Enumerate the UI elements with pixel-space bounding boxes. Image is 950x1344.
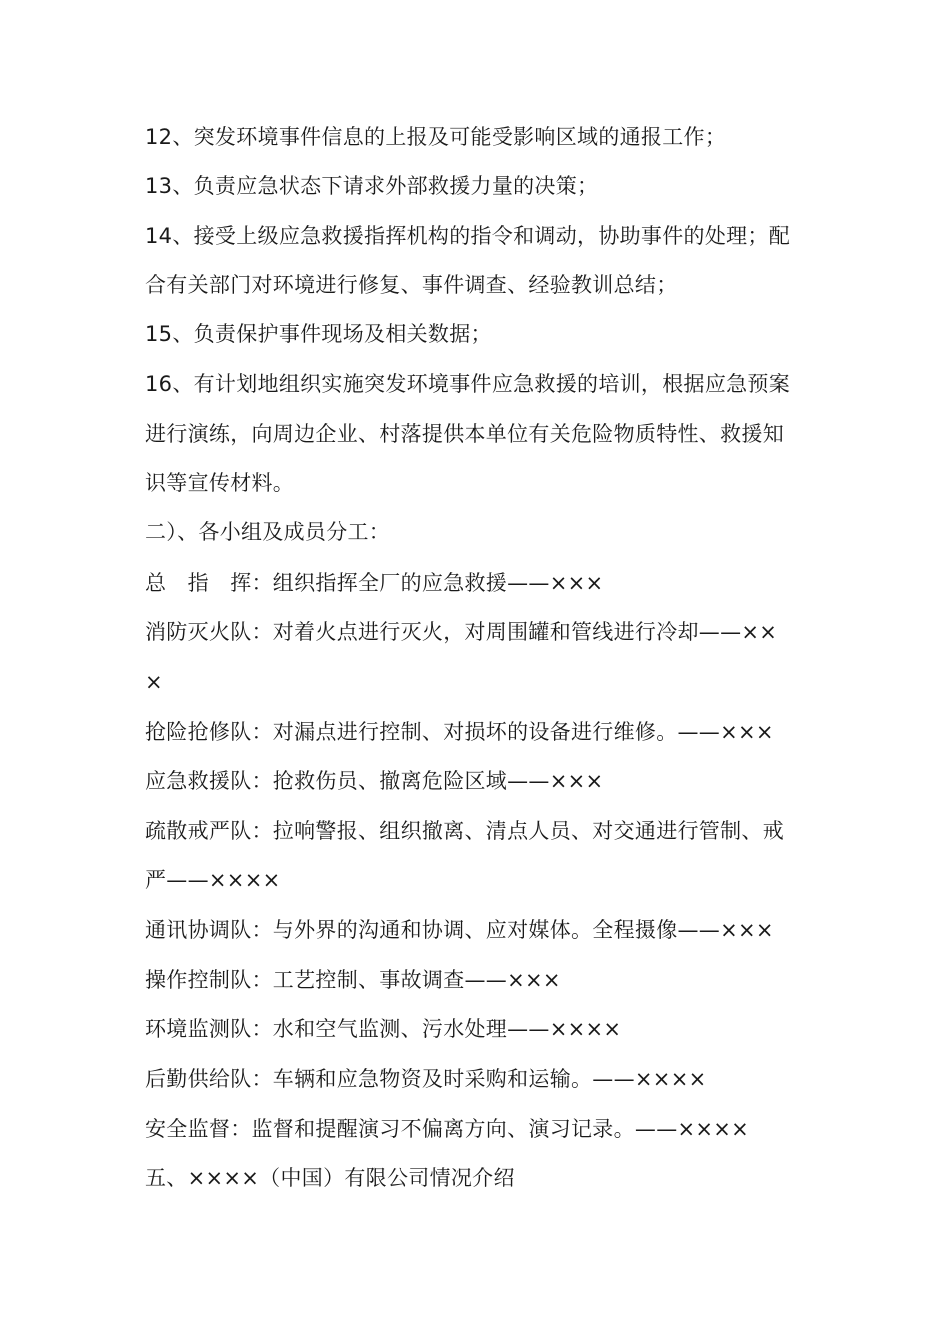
paragraph-line: 15、负责保护事件现场及相关数据； [145,322,492,346]
team-assignment-line: 环境监测队：水和空气监测、污水处理——×××× [145,1017,622,1041]
team-assignment-line: 通讯协调队：与外界的沟通和协调、应对媒体。全程摄像——××× [145,918,774,942]
team-assignment-line: 应急救援队：抢救伤员、撤离危险区域——××× [145,769,604,793]
paragraph-line: 13、负责应急状态下请求外部救援力量的决策； [145,174,599,198]
team-assignment-line: 抢险抢修队：对漏点进行控制、对损坏的设备进行维修。——××× [145,720,774,744]
paragraph-line: 12、突发环境事件信息的上报及可能受影响区域的通报工作； [145,125,727,149]
paragraph-line: 14、接受上级应急救援指挥机构的指令和调动，协助事件的处理；配 [145,224,791,248]
team-assignment-line: 操作控制队：工艺控制、事故调查——××× [145,968,561,992]
section-heading: 五、××××（中国）有限公司情况介绍 [145,1166,515,1190]
section-heading: 二）、各小组及成员分工： [145,520,391,544]
team-assignment-line: 总 指 挥：组织指挥全厂的应急救援——××× [145,571,604,595]
team-assignment-line: 后勤供给队：车辆和应急物资及时采购和运输。——×××× [145,1067,707,1091]
paragraph-line: 进行演练，向周边企业、村落提供本单位有关危险物质特性、救援知 [145,422,784,446]
team-assignment-line: 消防灭火队：对着火点进行灭火，对周围罐和管线进行冷却——×× [145,620,778,644]
team-assignment-line: × [145,670,163,694]
paragraph-line: 合有关部门对环境进行修复、事件调查、经验教训总结； [145,273,678,297]
team-assignment-line: 安全监督：监督和提醒演习不偏离方向、演习记录。——×××× [145,1117,750,1141]
team-assignment-line: 严——×××× [145,868,281,892]
paragraph-line: 16、有计划地组织实施突发环境事件应急救援的培训，根据应急预案 [145,372,791,396]
team-assignment-line: 疏散戒严队：拉响警报、组织撤离、清点人员、对交通进行管制、戒 [145,819,784,843]
paragraph-line: 识等宣传材料。 [145,471,295,495]
